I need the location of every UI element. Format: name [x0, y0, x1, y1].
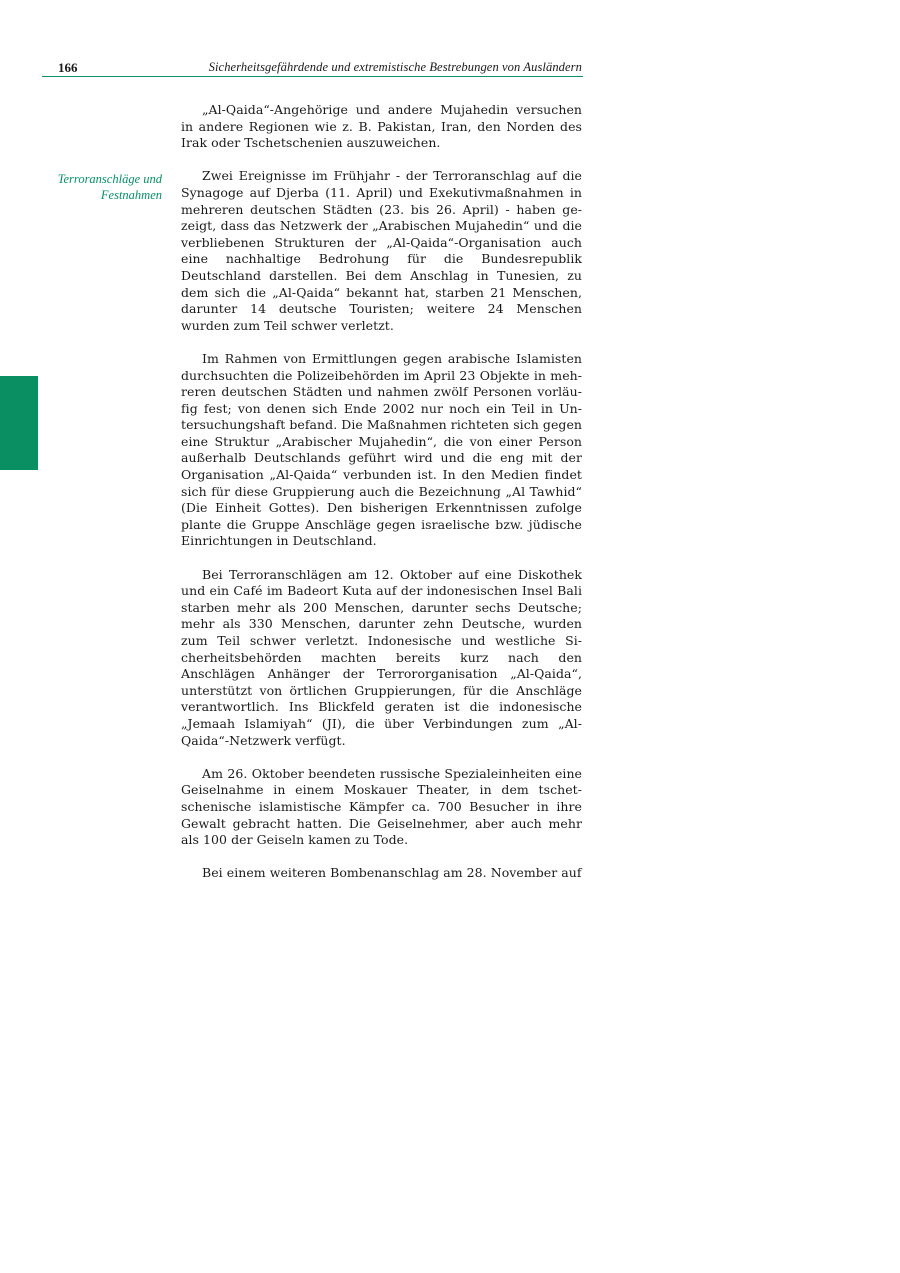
body-text [181, 102, 582, 882]
running-header: Sicherheitsgefährdende und extremistische Bestrebungen von Ausländern [208, 60, 582, 74]
margin-note [40, 171, 162, 203]
paragraph: Bei einem weiteren Bombenanschlag am 28. November auf [202, 865, 582, 881]
chapter-tab-marker [0, 376, 38, 470]
paragraph: „Al-Qaida“-Angehörige und andere Mujahedin versuchen in andere Regionen wie z. B. Pakistan, Iran, den Norden des Irak oder Tschetschenien auszuweichen. [181, 102, 582, 151]
paragraph: Im Rahmen von Ermittlungen gegen arabische Islamisten durchsuchten die Polizeibehörden im April 23 Objekte in mehreren deutschen Städten und nahmen zwölf Personen vorläufig fest; von denen sich Ende 2002 nur noch ein Teil in Untersuchungshaft befand. Die Maßnahmen richteten sich gegen eine Struktur „Arabischer Mujahedin“, die von einer Person außerhalb Deutschlands geführt wird und die eng mit der Organisation „Al-Qaida“ verbunden ist. In den Medien findet sich für diese Gruppierung auch die Bezeichnung „Al Tawhid“ (Die Einheit Gottes). Den bisherigen Erkenntnissen zufolge plante die Gruppe Anschläge gegen israelische bzw. jüdische Einrichtungen in Deutschland. [181, 350, 582, 549]
paragraph: Zwei Ereignisse im Frühjahr - der Terroranschlag auf die Synagoge auf Djerba (11. April) und Exekutivmaßnahmen in mehreren deutschen Städten (23. bis 26. April) - haben gezeigt, dass das Netzwerk der „Arabischen Mujahedin“ und die verbliebenen Strukturen der „Al-Qaida“-Organisation auch eine nachhaltige Bedrohung für die Bundesrepublik Deutschland darstellen. Bei dem Anschlag in Tunesien, zu dem sich die „Al-Qaida“ bekannt hat, starben 21 Menschen, darunter 14 deutsche Touristen; weitere 24 Menschen wurden zum Teil schwer verletzt. [181, 168, 582, 333]
header-rule [42, 76, 583, 77]
page-number: 166 [58, 60, 78, 75]
paragraph: Bei Terroranschlägen am 12. Oktober auf eine Diskothek und ein Café im Badeort Kuta auf der indonesischen Insel Bali starben mehr als 200 Menschen, darunter sechs Deutsche; mehr als 330 Menschen, darunter zehn Deutsche, wurden zum Teil schwer verletzt. Indonesische und westliche Sicherheitsbehörden machten bereits kurz nach den Anschlägen Anhänger der Terrororganisation „Al-Qaida“, unterstützt von örtlichen Gruppierungen, für die Anschläge verantwortlich. Ins Blickfeld geraten ist die indonesische „Jemaah Islamiyah“ (JI), die über Verbindungen zum „Al-Qaida“-Netzwerk verfügt. [181, 566, 582, 748]
paragraph: Am 26. Oktober beendeten russische Spezialeinheiten eine Geiselnahme in einem Moskauer Theater, in dem tschetschenische islamistische Kämpfer ca. 700 Besucher in ihre Gewalt gebracht hatten. Die Geiselnehmer, aber auch mehr als 100 der Geiseln kamen zu Tode. [181, 765, 582, 848]
margin-note-line-2: Festnahmen [100, 188, 162, 202]
margin-note-line-1: Terroranschläge und [57, 172, 162, 186]
